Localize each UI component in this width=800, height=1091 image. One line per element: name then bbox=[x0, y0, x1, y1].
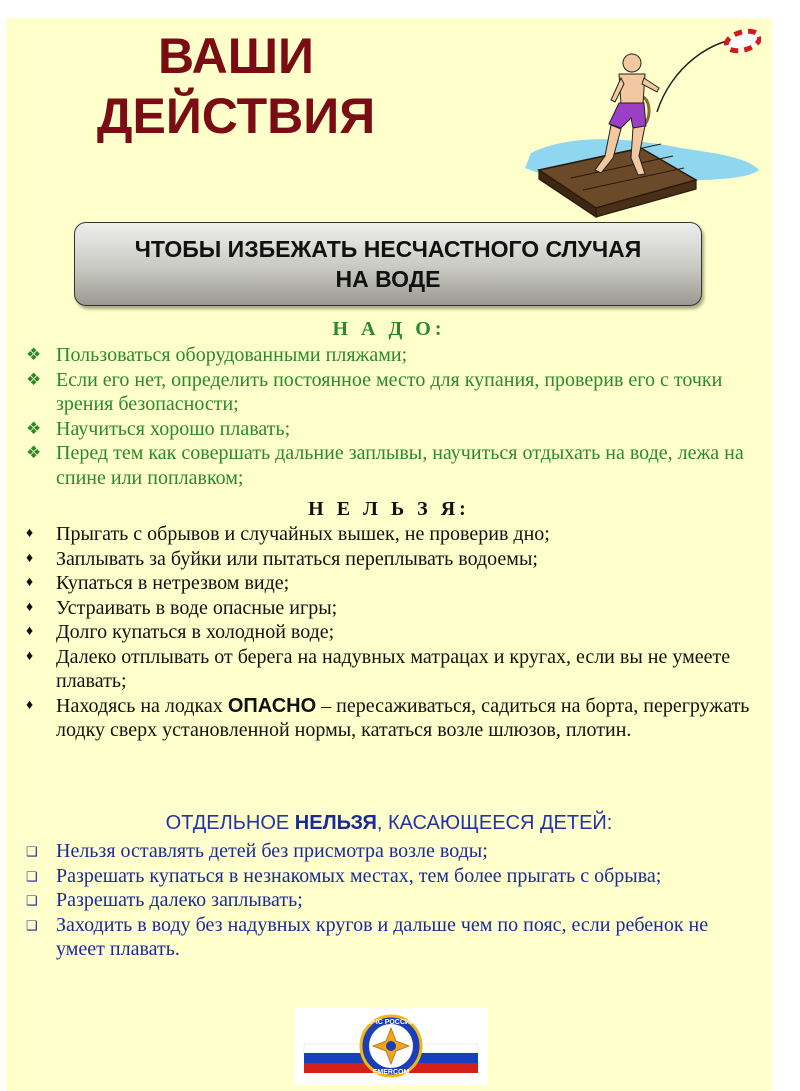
list-item bbox=[26, 839, 756, 864]
nelzya-list bbox=[26, 522, 756, 743]
list-item bbox=[26, 620, 756, 645]
diamond-bullet-icon: ❖ bbox=[26, 345, 42, 364]
list-item bbox=[26, 888, 756, 913]
banner-line-2: НА ВОДЕ bbox=[335, 266, 441, 292]
list-item bbox=[26, 417, 756, 442]
list-item bbox=[26, 441, 756, 490]
list-item-text: Научиться хорошо плавать; bbox=[56, 417, 291, 440]
square-bullet-icon: ❑ bbox=[26, 917, 38, 933]
kids-heading bbox=[6, 812, 772, 835]
emblem-text-bottom: EMERCOM bbox=[372, 1069, 410, 1076]
list-item-text: Купаться в нетрезвом виде; bbox=[56, 572, 290, 594]
list-item bbox=[26, 547, 756, 572]
kids-list bbox=[26, 839, 756, 962]
nado-heading: Н А Д О: bbox=[332, 318, 446, 340]
square-bullet-icon: ❑ bbox=[26, 868, 38, 884]
list-item-text: Заходить в воду без надувных кругов и дальше чем по пояс, если ребенок не умеет плавать. bbox=[56, 913, 709, 960]
diamond-bullet-icon: ♦ bbox=[26, 624, 34, 639]
list-item-text: Устраивать в воде опасные игры; bbox=[56, 596, 338, 619]
list-item-text: Далеко отплывать от берега на надувных матрацах и кругах, если вы не умеете плавать; bbox=[56, 645, 731, 692]
square-bullet-icon: ❑ bbox=[26, 893, 38, 908]
lifeguard-illustration bbox=[511, 8, 761, 223]
diamond-bullet-icon: ❖ bbox=[26, 369, 42, 389]
list-item-text-before: Находясь на лодках bbox=[56, 694, 228, 717]
square-bullet-icon: ❑ bbox=[26, 844, 38, 859]
diamond-bullet-icon: ♦ bbox=[26, 648, 34, 664]
emblem-text-top: МЧС РОССИИ bbox=[367, 1019, 415, 1026]
list-item-text: Прыгать с обрывов и случайных вышек, не проверив дно; bbox=[56, 523, 550, 545]
poster bbox=[6, 18, 772, 1091]
list-item bbox=[26, 864, 756, 889]
emercom-emblem bbox=[294, 1008, 488, 1085]
list-item-text: Разрешать далеко заплывать; bbox=[56, 889, 303, 911]
banner-line-1: ЧТОБЫ ИЗБЕЖАТЬ НЕСЧАСТНОГО СЛУЧАЯ bbox=[134, 236, 642, 262]
diamond-bullet-icon: ❖ bbox=[26, 418, 42, 438]
title-line-1: ВАШИ bbox=[158, 28, 314, 84]
diamond-bullet-icon: ♦ bbox=[26, 575, 34, 590]
list-item bbox=[26, 343, 756, 368]
kids-heading-after: , КАСАЮЩЕЕСЯ ДЕТЕЙ: bbox=[376, 812, 613, 834]
diamond-bullet-icon: ♦ bbox=[26, 526, 34, 541]
list-item-text: Пользоваться оборудованными пляжами; bbox=[56, 344, 408, 366]
list-item bbox=[26, 571, 756, 596]
diamond-bullet-icon: ♦ bbox=[26, 550, 34, 566]
list-item-text: Если его нет, определить постоянное место для купания, проверив его с точки зрения безопасности; bbox=[56, 368, 723, 415]
list-item-text: Нельзя оставлять детей без присмотра возле воды; bbox=[56, 840, 488, 862]
list-item-text: Разрешать купаться в незнакомых местах, тем более прыгать с обрыва; bbox=[56, 864, 662, 887]
list-item bbox=[26, 596, 756, 621]
diamond-bullet-icon: ❖ bbox=[26, 443, 42, 462]
title-line-2: ДЕЙСТВИЯ bbox=[96, 88, 376, 144]
list-item bbox=[26, 694, 756, 743]
list-item bbox=[26, 368, 756, 417]
list-item-text: Перед тем как совершать дальние заплывы, научиться отдыхать на воде, лежа на спине или поплавком; bbox=[56, 442, 744, 489]
kids-heading-bold: НЕЛЬЗЯ bbox=[294, 812, 377, 834]
list-item-text: Заплывать за буйки или пытаться переплывать водоемы; bbox=[56, 547, 538, 570]
warning-banner bbox=[74, 222, 702, 306]
opasno-bold: ОПАСНО bbox=[227, 694, 317, 717]
list-item-text-after: – пересаживаться, садиться на борта, перегружать лодку сверх установленной нормы, кататься возле шлюзов, плотин. bbox=[56, 694, 750, 741]
nado-list bbox=[26, 343, 756, 490]
page-title bbox=[76, 26, 396, 146]
kids-heading-before: ОТДЕЛЬНОЕ bbox=[165, 812, 295, 834]
list-item bbox=[26, 913, 756, 962]
list-item-text: Долго купаться в холодной воде; bbox=[56, 621, 335, 643]
list-item bbox=[26, 645, 756, 694]
diamond-bullet-icon: ♦ bbox=[26, 697, 34, 713]
nelzya-heading: Н Е Л Ь З Я: bbox=[308, 498, 470, 520]
diamond-bullet-icon: ♦ bbox=[26, 599, 34, 615]
list-item bbox=[26, 522, 756, 547]
